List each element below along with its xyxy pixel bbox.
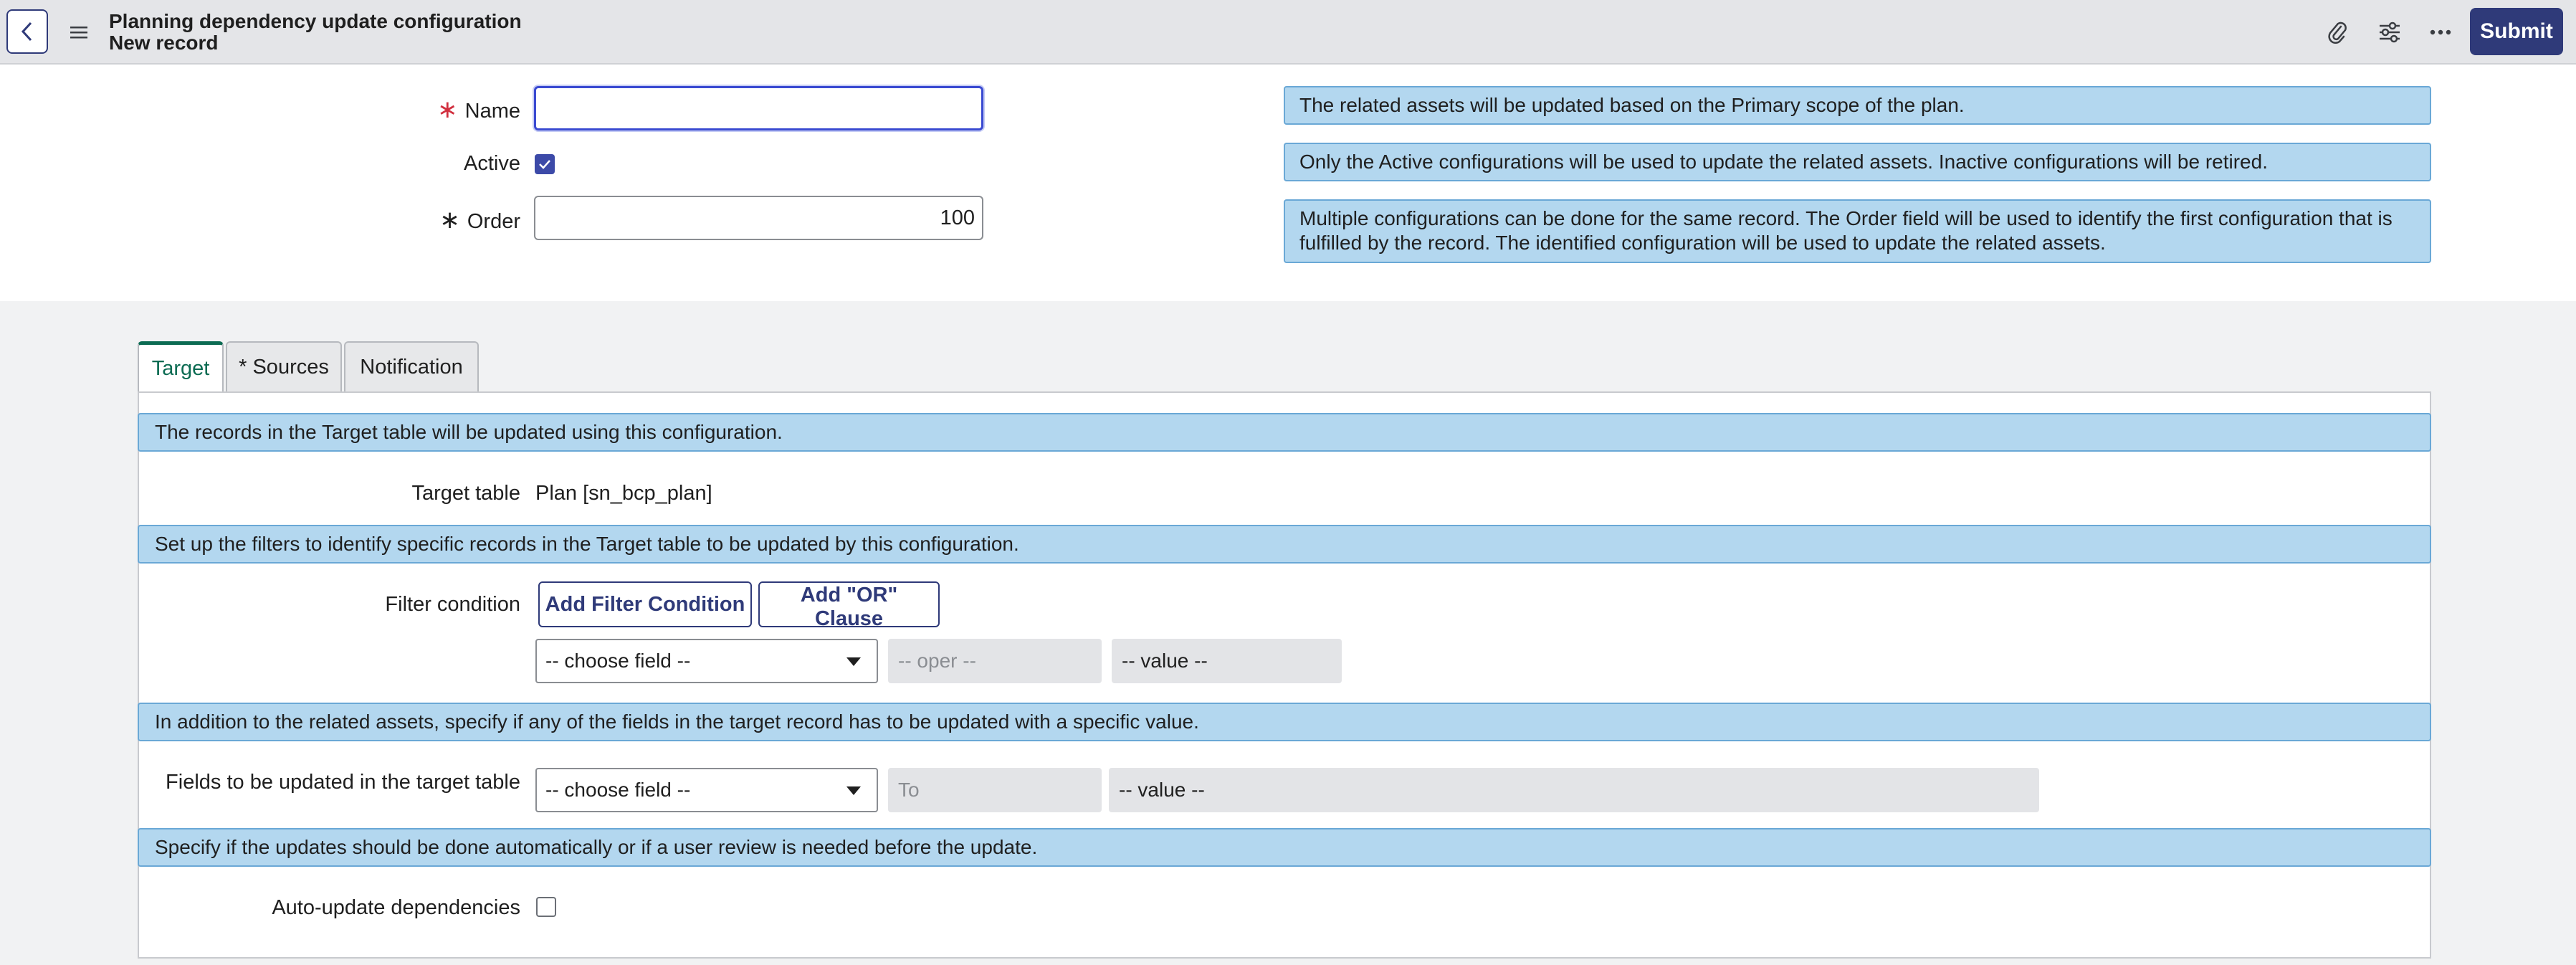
required-marker: ∗: [439, 206, 460, 234]
filter-value-field[interactable]: -- value --: [1112, 639, 1342, 683]
info-message-order: Multiple configurations can be done for the same record. The Order field will be used to identify the first configuration that is fulfilled by the record. The identified configuration will be used to update the related assets.: [1284, 199, 2431, 263]
info-message-scope: The related assets will be updated based on the Primary scope of the plan.: [1284, 86, 2431, 125]
info-banner-auto-update: Specify if the updates should be done automatically or if a user review is needed before the update.: [138, 828, 2431, 867]
filter-field-select[interactable]: [535, 639, 878, 683]
tab-target[interactable]: Target: [138, 341, 224, 393]
sliders-icon[interactable]: [2376, 19, 2403, 46]
update-field-value: -- choose field --: [545, 779, 691, 801]
filter-operator-select[interactable]: -- oper --: [888, 639, 1102, 683]
submit-button[interactable]: Submit: [2470, 8, 2563, 55]
chevron-left-icon: [19, 21, 35, 42]
order-input[interactable]: [534, 196, 983, 240]
fields-to-update-label: Fields to be updated in the target table: [166, 771, 520, 794]
info-banner-filters: Set up the filters to identify specific records in the Target table to be updated by this configuration.: [138, 525, 2431, 564]
name-input[interactable]: [534, 86, 983, 130]
back-button[interactable]: [6, 9, 48, 54]
auto-update-checkbox[interactable]: [536, 897, 556, 917]
required-marker: ∗: [437, 96, 458, 123]
info-banner-target: The records in the Target table will be updated using this configuration.: [138, 413, 2431, 452]
filter-field-value: -- choose field --: [545, 650, 691, 672]
hamburger-menu-icon[interactable]: [69, 22, 89, 42]
active-checkbox[interactable]: [535, 154, 555, 174]
info-message-active: Only the Active configurations will be used to update the related assets. Inactive configurations will be retired.: [1284, 143, 2431, 181]
auto-update-label: Auto-update dependencies: [272, 896, 520, 919]
target-table-label: Target table: [411, 482, 520, 505]
page-title: Planning dependency update configuration: [109, 10, 522, 32]
page-subtitle: New record: [109, 32, 219, 54]
order-label-row: [439, 206, 520, 234]
active-label: Active: [464, 152, 520, 175]
update-to-field[interactable]: To: [888, 768, 1102, 812]
tab-sources[interactable]: * Sources: [226, 341, 342, 391]
more-horizontal-icon[interactable]: [2427, 19, 2454, 46]
title-block: [109, 11, 522, 54]
info-banner-fields: In addition to the related assets, specify if any of the fields in the target record has to be updated with a specific value.: [138, 703, 2431, 741]
tab-notification[interactable]: Notification: [344, 341, 479, 391]
caret-down-icon: [846, 786, 861, 795]
filter-condition-label: Filter condition: [385, 593, 520, 616]
name-label-row: [437, 95, 520, 124]
order-label: Order: [467, 210, 520, 233]
update-value-field[interactable]: -- value --: [1109, 768, 2039, 812]
checkmark-icon: [538, 158, 551, 170]
target-table-value: Plan [sn_bcp_plan]: [535, 482, 712, 505]
caret-down-icon: [846, 657, 861, 666]
update-field-select[interactable]: [535, 768, 878, 812]
add-filter-condition-button[interactable]: Add Filter Condition: [538, 581, 752, 627]
paperclip-icon[interactable]: [2324, 19, 2351, 46]
add-or-clause-button[interactable]: Add "OR" Clause: [758, 581, 940, 627]
form-header: [0, 0, 2576, 65]
name-label: Name: [464, 100, 520, 123]
